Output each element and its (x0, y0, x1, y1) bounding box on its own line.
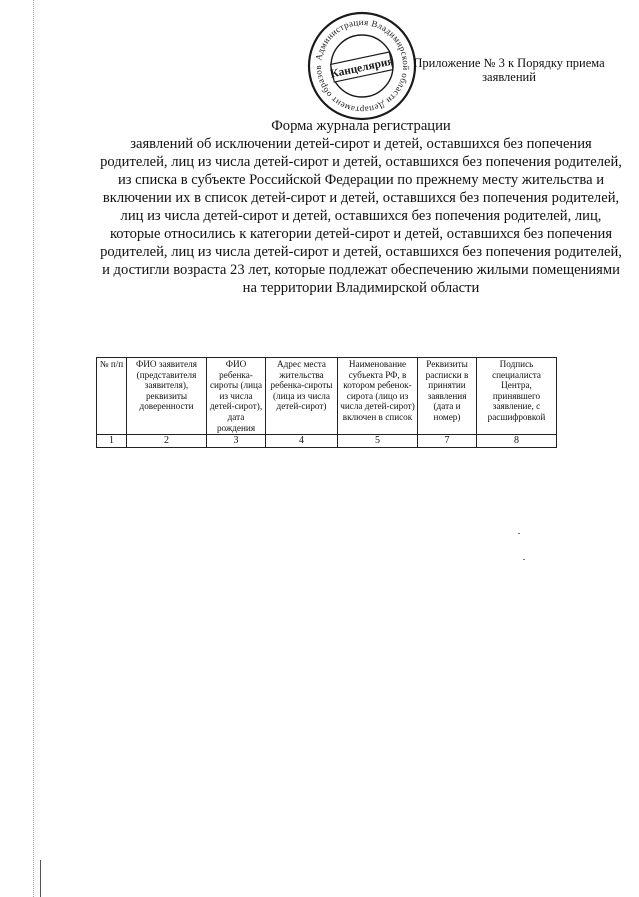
column-number-cell: 4 (266, 435, 338, 448)
header-cell-receipt: Реквизиты расписки в принятии заявления (дата и номер) (418, 358, 477, 435)
column-number-cell: 8 (477, 435, 557, 448)
header-cell-applicant: ФИО заявителя (представителя заявителя), реквизиты доверенности (127, 358, 207, 435)
column-number-cell: 5 (338, 435, 418, 448)
appendix-reference (396, 56, 622, 84)
column-number-cell: 2 (127, 435, 207, 448)
header-cell-signature: Подпись специалиста Центра, принявшего заявление, с расшифровкой (477, 358, 557, 435)
column-number-cell: 1 (97, 435, 127, 448)
title-heading: Форма журнала регистрации (271, 118, 451, 134)
scan-margin-line (33, 0, 34, 897)
document-title (96, 117, 626, 297)
svg-text:Администрация Владимирской обл: Администрация Владимирской области Департамент образов (312, 16, 412, 116)
header-cell-child-name: ФИО ребенка-сироты (лица из числа детей-сирот), дата рождения (207, 358, 266, 435)
scan-speck (523, 559, 525, 560)
title-body: заявлений об исключении детей-сирот и детей, оставшихся без попечения родителей, лиц из числа детей-сирот и детей, оставшихся без попечения родителей, из списка в субъекте Российской Федерации по прежнему месту жительства и включении их в список детей-сирот и детей, оставшихся без попечения родителей, лиц из числа детей-сирот и детей, оставшихся без попечения родителей, лиц, которые относились к категории детей-сирот и детей, оставшихся без попечения родителей, лиц из числа детей-сирот и детей, оставшихся без попечения родителей, и достигли возраста 23 лет, которые подлежат обеспечению жилыми помещениями на территории Владимирской области (100, 136, 622, 296)
table-number-row (97, 435, 557, 448)
column-number-cell: 7 (418, 435, 477, 448)
header-cell-address: Адрес места жительства ребенка-сироты (лица из числа детей-сирот) (266, 358, 338, 435)
scan-speck (518, 533, 520, 534)
header-cell-region: Наименование субъекта РФ, в котором ребенок-сирота (лицо из числа детей-сирот) включен в список (338, 358, 418, 435)
header-cell-number: № п/п (97, 358, 127, 435)
appendix-line-2: заявлений (482, 70, 536, 84)
registration-journal-table (96, 357, 557, 448)
svg-text:Канцелярия: Канцелярия (329, 55, 395, 81)
column-number-cell: 3 (207, 435, 266, 448)
table-header-row (97, 358, 557, 435)
appendix-line-1: Приложение № 3 к Порядку приема (413, 56, 605, 70)
scan-margin-mark (40, 860, 41, 897)
